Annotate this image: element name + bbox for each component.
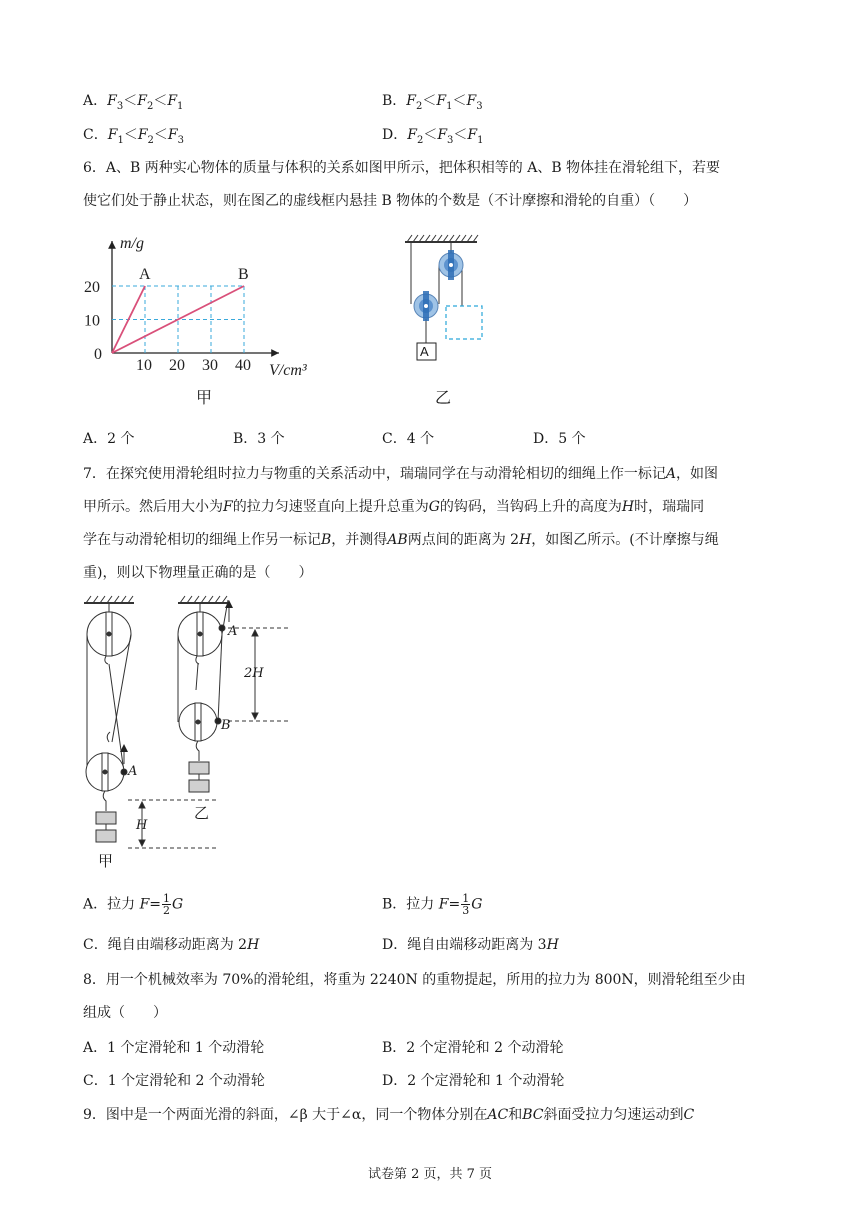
q7-label-b-fig2: B — [221, 718, 231, 733]
x-tick-label: 0 — [94, 346, 102, 363]
y-tick-label: 10 — [84, 312, 100, 330]
q6-chart-caption: 甲 — [196, 388, 213, 407]
q7-stem-line3: 学在与动滑轮相切的细绳上作另一标记B，并测得AB两点间的距离为 2H，如图乙所示。(不计摩擦与绳 — [83, 532, 719, 548]
q6-option-a: A．2 个 — [83, 431, 135, 447]
y-axis-label: m/g — [120, 235, 144, 252]
q6-option-c: C．4 个 — [382, 431, 435, 447]
q8-option-c: C．1 个定滑轮和 2 个动滑轮 — [83, 1073, 265, 1089]
q5-option-d: D．$F_2<F_3<F_1$ — [382, 127, 484, 146]
y-tick-label: 20 — [84, 279, 100, 296]
q7-label-a-fig2: A — [228, 624, 238, 639]
q7-label-h: H — [136, 818, 148, 833]
x-tick-label: 30 — [202, 357, 218, 374]
page-footer: 试卷第 2 页，共 7 页 — [367, 1167, 493, 1182]
q6-stem-line2: 使它们处于静止状态，则在图乙的虚线框内悬挂 B 物体的个数是（不计摩擦和滑轮的自重）（ ） — [83, 193, 698, 209]
q7-label-2h: 2H — [244, 666, 264, 681]
x-tick-label: 20 — [169, 357, 185, 374]
q7-stem-line2: 甲所示。然后用大小为F的拉力匀速竖直向上提升总重为G的钩码，当钩码上升的高度为H时，瑞瑞同 — [83, 499, 705, 515]
q6-option-d: D．5 个 — [533, 431, 586, 447]
q5-option-c: C．$F_1<F_2<F_3$ — [83, 127, 184, 146]
q7-stem-line1: 7．在探究使用滑轮组时拉力与物重的关系活动中，瑞瑞同学在与动滑轮相切的细绳上作一标记A，如图 — [83, 466, 719, 482]
q8-stem-line2: 组成（ ） — [83, 1005, 167, 1021]
series-label-A: A — [139, 266, 151, 283]
x-tick-label: 10 — [136, 357, 152, 374]
q8-option-b: B．2 个定滑轮和 2 个动滑轮 — [382, 1040, 564, 1056]
q7-option-b: B．拉力 F= $\frac{1}{3}$ G — [382, 892, 483, 917]
q8-stem-line1: 8．用一个机械效率为 70%的滑轮组，将重为 2240N 的重物提起，所用的拉力为 800N，则滑轮组至少由 — [83, 972, 746, 988]
q6-stem-line1: 6．A、B 两种实心物体的质量与体积的关系如图甲所示，把体积相等的 A、B 物体挂在滑轮组下，若要 — [83, 160, 721, 176]
x-axis-label: V/cm³ — [269, 362, 307, 379]
q7-option-d: D．绳自由端移动距离为 3H — [382, 937, 559, 953]
q7-label-a-fig1: A — [128, 764, 138, 779]
series-label-B: B — [238, 266, 249, 283]
q9-stem-line1: 9．图中是一个两面光滑的斜面，∠β 大于∠α，同一个物体分别在AC和BC斜面受拉力匀速运动到C — [83, 1107, 695, 1123]
q7-option-a: A．拉力 F= $\frac{1}{2}$ G — [83, 892, 184, 917]
q7-caption-1: 甲 — [98, 852, 114, 870]
q7-pulley-figure — [78, 592, 293, 872]
q8-option-d: D．2 个定滑轮和 1 个动滑轮 — [382, 1073, 565, 1089]
q7-stem-line4: 重)，则以下物理量正确的是（ ） — [83, 565, 313, 581]
x-tick-label: 40 — [235, 357, 251, 374]
q6-option-b: B．3 个 — [233, 431, 285, 447]
q6-pulley-figure — [395, 232, 505, 372]
q5-option-b: B．$F_2<F_1<F_3$ — [382, 93, 483, 112]
q5-option-a: A．$F_3<F_2<F_1$ — [83, 93, 184, 112]
q7-option-c: C．绳自由端移动距离为 2H — [83, 937, 260, 953]
q6-mass-volume-chart — [80, 225, 370, 415]
fixed-pulley — [439, 250, 463, 280]
movable-pulley — [414, 291, 438, 321]
q8-option-a: A．1 个定滑轮和 1 个动滑轮 — [83, 1040, 265, 1056]
q6-box-a-label: A — [420, 344, 429, 359]
q7-caption-2: 乙 — [194, 804, 210, 822]
q6-fig2-caption: 乙 — [435, 388, 452, 407]
